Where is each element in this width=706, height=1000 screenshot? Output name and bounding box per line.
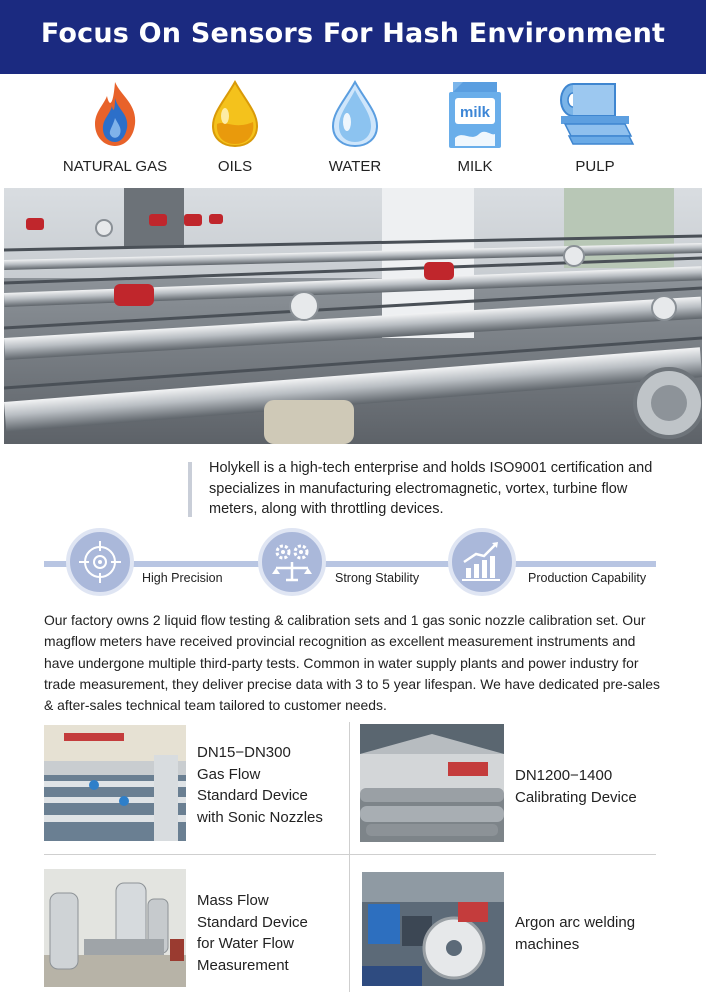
feature-high-precision-badge xyxy=(66,528,134,596)
equipment-caption-mass-flow xyxy=(197,890,308,976)
factory-photo-illustration xyxy=(4,188,702,444)
header-banner xyxy=(0,0,706,74)
equipment-caption-welding xyxy=(515,912,635,955)
caption-line: Standard Device xyxy=(197,787,308,804)
equipment-caption-calibrating xyxy=(515,765,637,808)
env-label: MILK xyxy=(457,158,493,175)
calibrating-device-photo xyxy=(360,724,504,842)
caption-line: machines xyxy=(515,935,580,953)
gas-flow-device-photo xyxy=(44,725,186,841)
caption-line: DN15−DN300 xyxy=(197,744,291,761)
caption-line: with Sonic Nozzles xyxy=(197,808,323,826)
feature-strong-stability-badge xyxy=(258,528,326,596)
mass-flow-device-photo xyxy=(44,869,186,987)
env-label: WATER xyxy=(328,158,382,175)
welding-machine-illustration xyxy=(362,872,504,986)
env-label: OILS xyxy=(217,158,253,175)
environment-icons-row xyxy=(40,78,680,182)
factory-calibration-photo xyxy=(4,188,702,444)
page-title: Focus On Sensors For Hash Environment xyxy=(40,18,666,49)
flame-icon xyxy=(85,78,145,150)
feature-label: Strong Stability xyxy=(335,571,420,585)
caption-line: Calibrating Device xyxy=(515,788,637,806)
feature-production-capability-badge xyxy=(448,528,516,596)
calibrating-device-illustration xyxy=(360,724,504,842)
env-water xyxy=(290,78,420,182)
env-label: PULP xyxy=(575,158,615,175)
env-milk xyxy=(410,78,540,182)
env-oils xyxy=(170,78,300,182)
equipment-caption-gas-flow xyxy=(197,742,323,828)
paper-roll-icon xyxy=(555,78,635,150)
caption-line: Gas Flow xyxy=(197,765,261,783)
company-intro: Holykell is a high-tech enterprise and holds ISO9001 certification and specializes in manufacturing electromagnetic, vortex, turbine flow meters, along with throttling devices. xyxy=(209,460,653,517)
factory-description: Our factory owns 2 liquid flow testing & calibration sets and 1 gas sonic nozzle calibration set. Our magflow meters have received provincial recognition as excellent measurement instruments and have undergone multiple third-party tests. Common in water supply plants and power industry for trade measurement, they deliver precise data with 3 to 5 year lifespan. We have dedicated pre-sales & after-sales technical team tailored to customer needs. xyxy=(44,612,660,714)
env-natural-gas xyxy=(50,78,180,182)
target-icon xyxy=(70,532,130,592)
caption-line: Argon arc welding xyxy=(515,914,636,931)
feature-strip xyxy=(44,528,660,602)
feature-label: Production Capability xyxy=(528,571,647,585)
grid-divider-horizontal xyxy=(44,854,656,855)
equipment-grid xyxy=(44,722,660,992)
milk-carton-icon xyxy=(445,78,505,150)
env-label: NATURAL GAS xyxy=(62,158,168,175)
water-drop-icon xyxy=(325,78,385,150)
feature-connector-line xyxy=(44,561,656,567)
milk-badge-text: milk xyxy=(459,104,491,121)
caption-line: Measurement xyxy=(197,956,289,974)
mass-flow-device-illustration xyxy=(44,869,186,987)
gears-balance-icon xyxy=(262,532,322,592)
caption-line: Mass Flow xyxy=(197,892,269,909)
grid-divider-vertical xyxy=(349,722,350,992)
growth-chart-icon xyxy=(452,532,512,592)
caption-line: Standard Device xyxy=(197,913,308,931)
caption-line: for Water Flow xyxy=(197,935,294,952)
gas-flow-device-illustration xyxy=(44,725,186,841)
feature-label: High Precision xyxy=(142,571,223,585)
caption-line: DN1200−1400 xyxy=(515,767,613,784)
env-pulp xyxy=(530,78,660,182)
oil-drop-icon xyxy=(205,78,265,150)
intro-accent-bar xyxy=(188,462,192,517)
welding-machine-photo xyxy=(362,872,504,986)
